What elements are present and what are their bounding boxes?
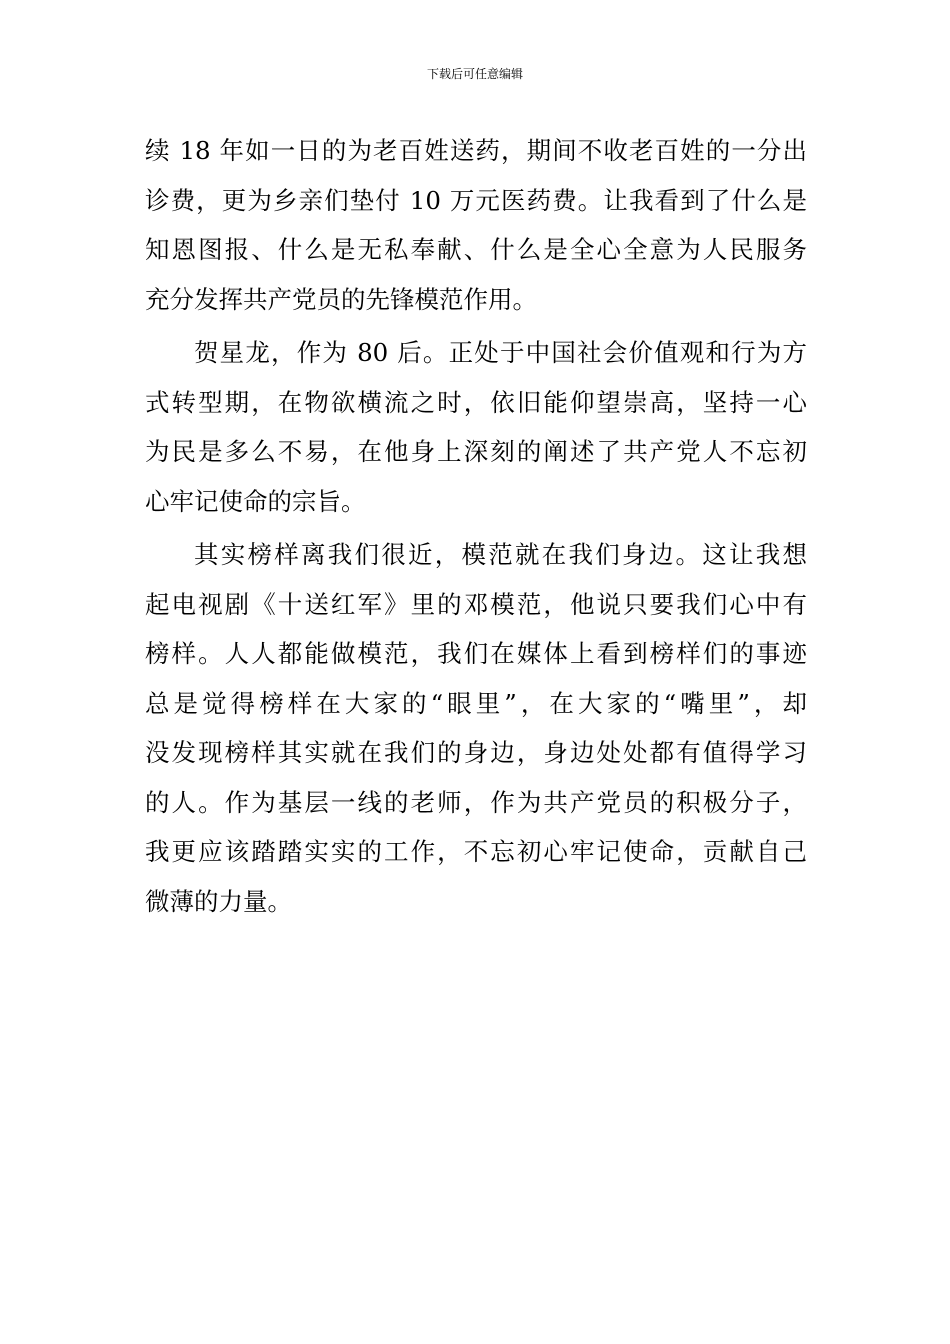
text-line: 微薄的力量。 (145, 886, 292, 916)
text-line: 榜样。人人都能做模范，我们在媒体上看到榜样们的事迹 (145, 639, 807, 668)
text-line: 充分发挥共产党员的先锋模范作用。 (145, 284, 537, 314)
text-line: 知恩图报、什么是无私奉献、什么是全心全意为人民服务 (145, 235, 807, 264)
paragraph-2 (145, 328, 807, 526)
text-line: 诊费，更为乡亲们垫付 10 万元医药费。让我看到了什么是 (145, 185, 807, 215)
text-line: 起电视剧《十送红军》里的邓模范，他说只要我们心中有 (145, 589, 807, 619)
text-line: 心牢记使命的宗旨。 (145, 486, 366, 516)
text-line: 为民是多么不易，在他身上深刻的阐述了共产党人不忘初 (145, 437, 807, 466)
text-line: 我更应该踏踏实实的工作，不忘初心牢记使命，贡献自己 (145, 837, 807, 866)
text-line: 没发现榜样其实就在我们的身边，身边处处都有值得学习 (145, 738, 807, 767)
page-header: 下载后可任意编辑 (426, 67, 523, 81)
document-body (145, 126, 807, 926)
text-line: 式转型期，在物欲横流之时，依旧能仰望崇高，坚持一心 (145, 387, 807, 417)
paragraph-1 (145, 126, 807, 324)
text-line: 总是觉得榜样在大家的“眼里”，在大家的“嘴里”，却 (145, 688, 807, 718)
text-line: 贺星龙，作为 80 后。正处于中国社会价值观和行为方 (194, 338, 807, 367)
paragraph-3 (145, 530, 807, 926)
text-line: 其实榜样离我们很近，模范就在我们身边。这让我想 (194, 540, 807, 569)
text-line: 的人。作为基层一线的老师，作为共产党员的积极分子， (145, 787, 807, 817)
text-line: 续 18 年如一日的为老百姓送药，期间不收老百姓的一分出 (145, 136, 807, 165)
